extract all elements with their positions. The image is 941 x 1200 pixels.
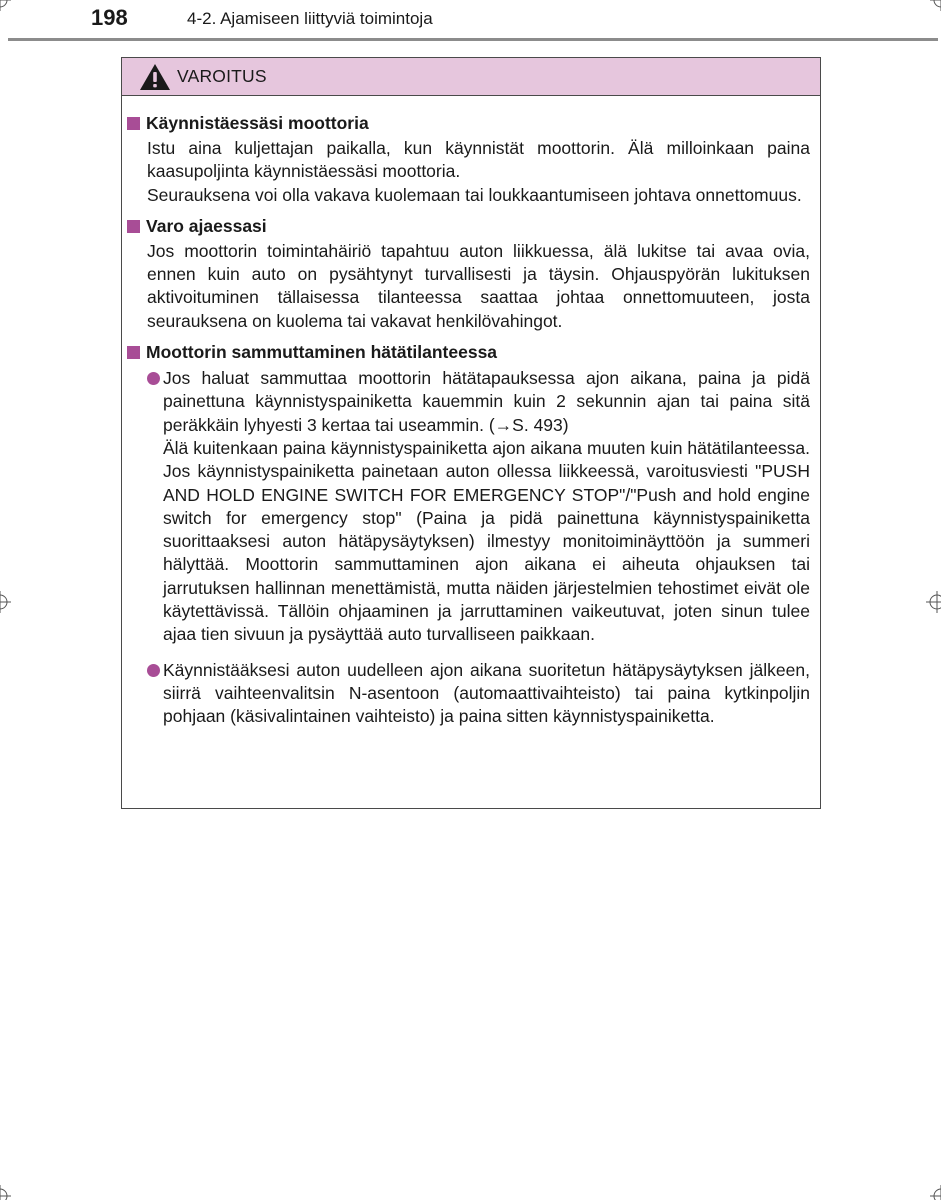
list-item (147, 367, 810, 647)
list-item (147, 659, 810, 729)
warning-section (127, 341, 810, 728)
list-item-text (163, 659, 810, 729)
warning-title: VAROITUS (177, 66, 267, 86)
header-divider (8, 38, 938, 41)
section-title: 4-2. Ajamiseen liittyviä toimintoja (187, 9, 433, 28)
crop-mark-icon (0, 591, 11, 613)
page-number: 198 (91, 5, 128, 30)
section-heading-text: Käynnistäessäsi moottoria (146, 113, 369, 133)
square-bullet-icon (127, 117, 140, 130)
paragraph: Älä kuitenkaan paina käynnistyspainiketta ajon aikana muuten kuin hätätilanteessa. Jos käynnistyspainiketta painetaan auton ollessa liikkeessä, varoitusviesti "PUSH AND HOLD ENGINE SWITCH FOR EMERGENCY STOP"/"Push and hold engine switch for emergency stop" (Paina ja pidä painettuna käynnistyspainiketta suorittaaksesi auton hätäpysäytyksen) ilmestyy monitoiminäyttöön ja summeri hälyttää. Moottorin sammuttaminen ajon aikana ei aiheuta ohjauksen tai jarrutuksen hallinnan menettämistä, mutta näiden järjestelmien tehostimet eivät ole käytettävissä. Tällöin ohjaaminen ja jarruttaminen vaikeutuvat, joten sinun tulee ajaa tien sivuun ja pysäyttää auto turvalliseen paikkaan. (163, 437, 810, 645)
warning-box (121, 57, 821, 809)
section-heading (127, 341, 810, 364)
list-item-text (163, 367, 810, 647)
crop-mark-icon (0, 1185, 11, 1200)
section-heading-text: Varo ajaessasi (146, 215, 267, 236)
square-bullet-icon (127, 346, 140, 359)
paragraph: Istu aina kuljettajan paikalla, kun käynnistät moottorin. Älä milloinkaan paina kaasupoljinta käynnistäessäsi moottoria. (147, 138, 810, 182)
warning-section (127, 112, 810, 207)
round-bullet-icon (147, 664, 160, 677)
paragraph: Jos haluat sammuttaa moottorin hätätapauksessa ajon aikana, paina ja pidä painettuna käynnistyspainiketta kauemmin kuin 2 sekunnin ajan tai paina sitä peräkkäin lyhyesti 3 kertaa tai useammin. (→S. 493) (163, 368, 810, 435)
crop-mark-icon (930, 0, 941, 11)
warning-triangle-icon (139, 63, 171, 91)
paragraph: Jos moottorin toimintahäiriö tapahtuu auton liikkuessa, älä lukitse tai avaa ovia, ennen kuin auto on pysähtynyt turvallisesti ja täysin. Ohjauspyörän lukituksen aktivoituminen tällaisessa tilanteessa saattaa johtaa onnettomuuteen, josta seurauksena on kuolema tai vakavat henkilövahingot. (147, 240, 810, 331)
warning-section (127, 215, 810, 333)
section-heading (127, 215, 810, 238)
square-bullet-icon (127, 220, 140, 233)
crop-mark-icon (926, 591, 941, 613)
crop-mark-icon (930, 1185, 941, 1200)
round-bullet-icon (147, 372, 160, 385)
section-heading (127, 112, 810, 135)
crop-mark-icon (0, 0, 11, 11)
warning-body (122, 96, 820, 729)
section-heading-text: Moottorin sammuttaminen hätätilanteessa (146, 342, 498, 363)
paragraph: Seurauksena voi olla vakava kuolemaan tai loukkaantumiseen johtava onnettomuus. (147, 184, 802, 205)
warning-header (122, 58, 820, 96)
paragraph: Käynnistääksesi auton uudelleen ajon aikana suoritetun hätäpysäytyksen jälkeen, siirrä vaihteenvalitsin N-asentoon (automaattivaihteisto) tai paina kytkinpoljin pohjaan (käsivalintainen vaihteisto) ja paina sitten käynnistyspainiketta. (163, 659, 810, 727)
